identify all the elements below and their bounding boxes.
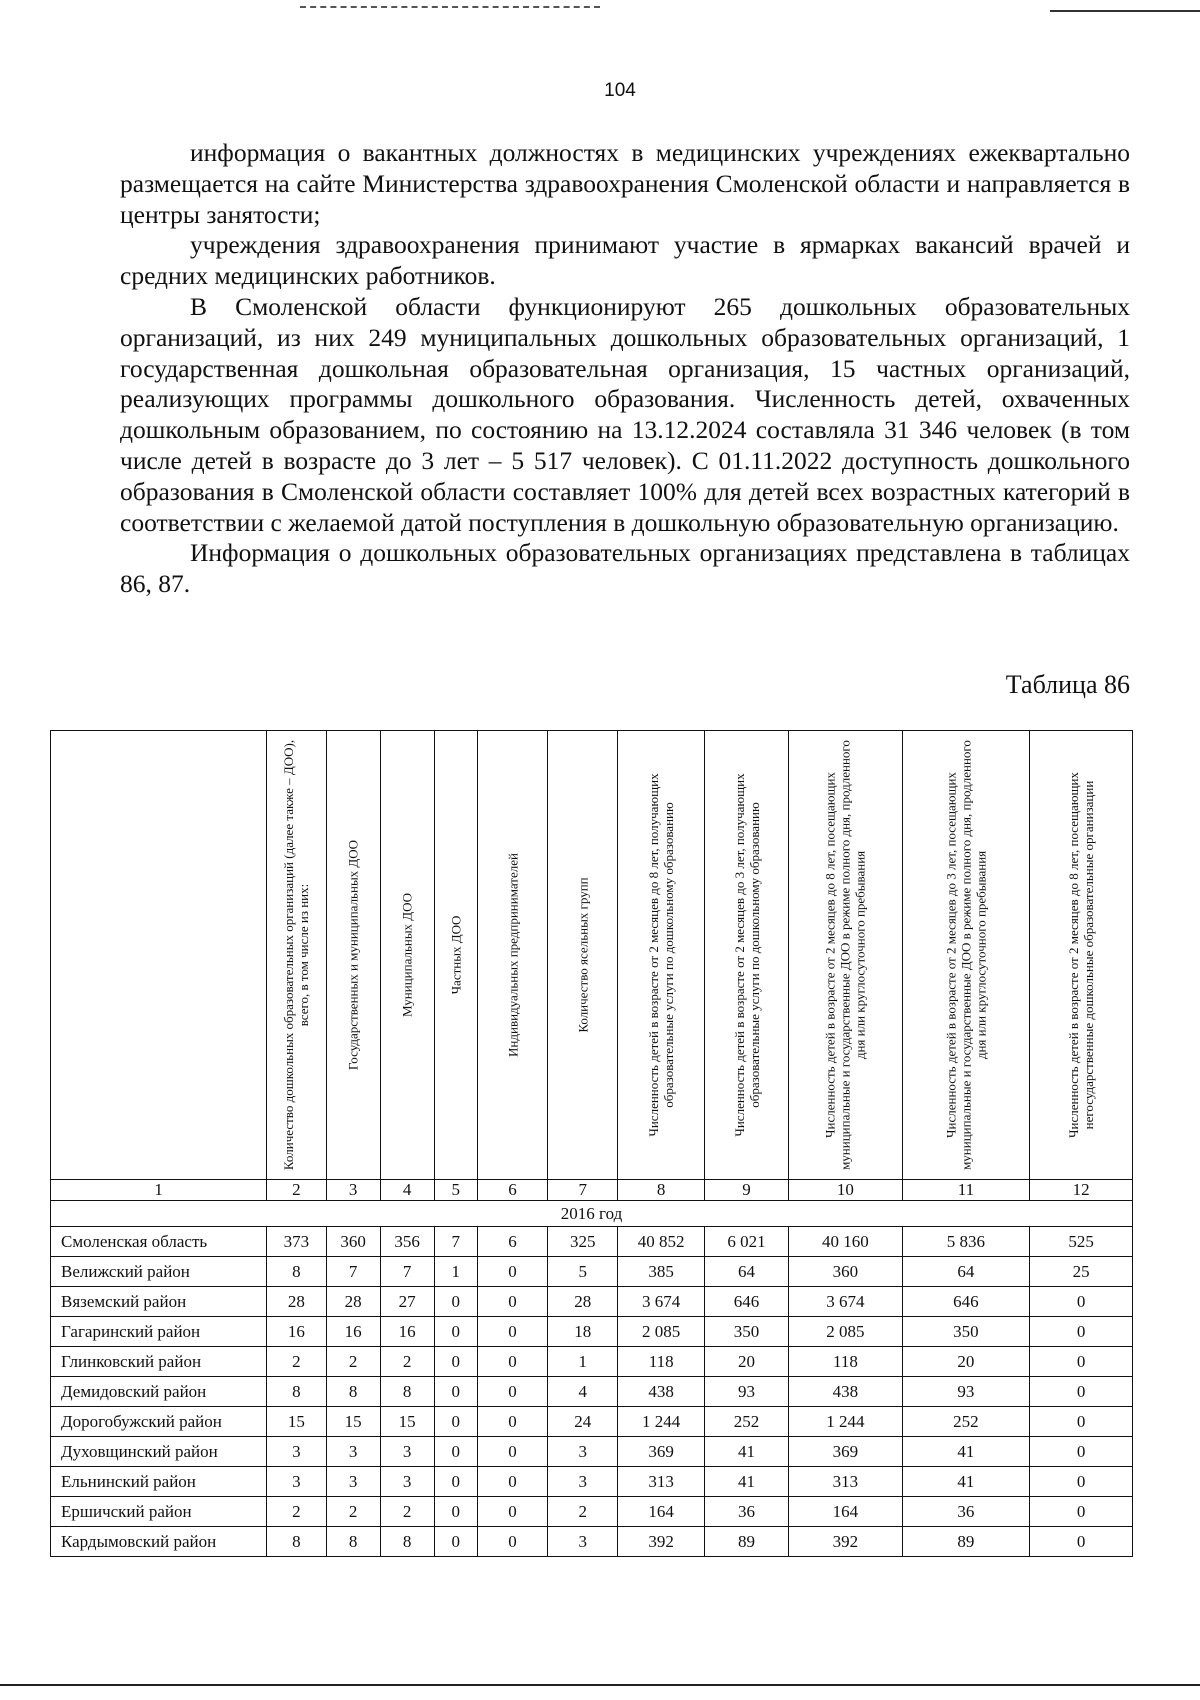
- table-cell: 4: [548, 1377, 618, 1407]
- table-caption: Таблица 86: [1005, 670, 1130, 699]
- body-text: [120, 138, 1130, 600]
- table-cell: 0: [434, 1287, 477, 1317]
- table-cell: 164: [789, 1497, 902, 1527]
- table-cell: 2: [380, 1497, 434, 1527]
- table-cell: 0: [477, 1347, 547, 1377]
- table-cell: 369: [789, 1437, 902, 1467]
- table-cell: 8: [267, 1377, 326, 1407]
- table-cell: 0: [1030, 1377, 1133, 1407]
- table-cell: 8: [326, 1377, 380, 1407]
- column-header-wrap: [327, 731, 380, 1179]
- table-cell: 2: [380, 1347, 434, 1377]
- table-cell: 438: [618, 1377, 704, 1407]
- region-name: Ельнинский район: [51, 1467, 267, 1497]
- table-cell: 40 160: [789, 1227, 902, 1257]
- table-cell: 0: [434, 1377, 477, 1407]
- column-number: 4: [380, 1180, 434, 1201]
- table-cell: 18: [548, 1317, 618, 1347]
- column-header-wrap: [478, 731, 547, 1179]
- page-number: 104: [604, 80, 636, 101]
- region-name: Ершичский район: [51, 1497, 267, 1527]
- column-header-label: Численность детей в возрасте от 2 месяцев до 8 лет, посещающих негосударственные дошкольные образовательные организации: [1066, 772, 1097, 1138]
- table-cell: 0: [434, 1347, 477, 1377]
- table-cell: 27: [380, 1287, 434, 1317]
- table-cell: 392: [789, 1527, 902, 1557]
- table-cell: 118: [789, 1347, 902, 1377]
- region-name: Вяземский район: [51, 1287, 267, 1317]
- table-cell: 3: [380, 1437, 434, 1467]
- column-header-wrap: [1030, 731, 1132, 1179]
- column-header: [267, 731, 326, 1180]
- table-cell: 2 085: [618, 1317, 704, 1347]
- table-cell: 252: [902, 1407, 1030, 1437]
- table-cell: 373: [267, 1227, 326, 1257]
- column-header-label: Государственных и муниципальных ДОО: [345, 839, 361, 1071]
- table-cell: 313: [618, 1467, 704, 1497]
- table-cell: 356: [380, 1227, 434, 1257]
- table-cell: 1 244: [789, 1407, 902, 1437]
- column-number: 7: [548, 1180, 618, 1201]
- table-cell: 313: [789, 1467, 902, 1497]
- table-cell: 93: [704, 1377, 788, 1407]
- column-header-wrap: [435, 731, 477, 1179]
- table-cell: 0: [1030, 1347, 1133, 1377]
- table-cell: 0: [434, 1407, 477, 1437]
- table-row: [51, 1347, 1133, 1377]
- table-cell: 525: [1030, 1227, 1133, 1257]
- table-row: [51, 1287, 1133, 1317]
- table-cell: 8: [267, 1257, 326, 1287]
- table-cell: 3: [548, 1437, 618, 1467]
- header-corner-cell: [51, 731, 267, 1180]
- table-row: [51, 1437, 1133, 1467]
- table-cell: 2: [267, 1497, 326, 1527]
- table-cell: 89: [704, 1527, 788, 1557]
- column-header-label: Частных ДОО: [448, 915, 464, 995]
- column-header: [380, 731, 434, 1180]
- table-cell: 350: [902, 1317, 1030, 1347]
- table-cell: 2: [267, 1347, 326, 1377]
- data-table: [50, 730, 1133, 1557]
- column-header: [434, 731, 477, 1180]
- region-name: Духовщинский район: [51, 1437, 267, 1467]
- table-cell: 0: [1030, 1497, 1133, 1527]
- table-cell: 325: [548, 1227, 618, 1257]
- column-header-wrap: [903, 731, 1030, 1179]
- table-cell: 3: [380, 1467, 434, 1497]
- table-cell: 41: [902, 1437, 1030, 1467]
- region-name: Гагаринский район: [51, 1317, 267, 1347]
- table-cell: 6: [477, 1227, 547, 1257]
- column-header: [326, 731, 380, 1180]
- table-cell: 360: [789, 1257, 902, 1287]
- table-cell: 24: [548, 1407, 618, 1437]
- table-cell: 3 674: [618, 1287, 704, 1317]
- column-header-wrap: [548, 731, 617, 1179]
- table-cell: 369: [618, 1437, 704, 1467]
- table-cell: 7: [380, 1257, 434, 1287]
- table-cell: 8: [380, 1377, 434, 1407]
- scan-top-mark: [300, 6, 600, 8]
- column-header: [548, 731, 618, 1180]
- table-cell: 646: [902, 1287, 1030, 1317]
- column-header-label: Муниципальных ДОО: [399, 893, 415, 1017]
- table-cell: 5: [548, 1257, 618, 1287]
- column-number: 12: [1030, 1180, 1133, 1201]
- table-cell: 0: [1030, 1527, 1133, 1557]
- table-row: [51, 1407, 1133, 1437]
- region-name: Велижский район: [51, 1257, 267, 1287]
- table-cell: 350: [704, 1317, 788, 1347]
- table-cell: 5 836: [902, 1227, 1030, 1257]
- table-cell: 3: [548, 1527, 618, 1557]
- column-number: 3: [326, 1180, 380, 1201]
- table-cell: 28: [326, 1287, 380, 1317]
- column-number: 11: [902, 1180, 1030, 1201]
- table-cell: 2: [326, 1497, 380, 1527]
- table-cell: 15: [267, 1407, 326, 1437]
- table-cell: 41: [704, 1437, 788, 1467]
- table-cell: 8: [326, 1527, 380, 1557]
- table-cell: 7: [434, 1227, 477, 1257]
- column-number-row: [51, 1180, 1133, 1201]
- column-header: [704, 731, 788, 1180]
- table-cell: 28: [548, 1287, 618, 1317]
- table-cell: 8: [380, 1527, 434, 1557]
- table-cell: 360: [326, 1227, 380, 1257]
- column-number: 10: [789, 1180, 902, 1201]
- table-cell: 3: [267, 1467, 326, 1497]
- table-cell: 0: [477, 1437, 547, 1467]
- table-cell: 6 021: [704, 1227, 788, 1257]
- column-header-label: Количество дошкольных образовательных организаций (далее также – ДОО), всего, в том числе из них:: [281, 739, 312, 1171]
- table-cell: 0: [477, 1497, 547, 1527]
- table-cell: 0: [477, 1407, 547, 1437]
- column-number: 8: [618, 1180, 704, 1201]
- column-number: 2: [267, 1180, 326, 1201]
- table-cell: 0: [477, 1257, 547, 1287]
- table-cell: 15: [380, 1407, 434, 1437]
- table-cell: 0: [477, 1287, 547, 1317]
- table-cell: 0: [477, 1377, 547, 1407]
- table-row: [51, 1227, 1133, 1257]
- paragraph: учреждения здравоохранения принимают участие в ярмарках вакансий врачей и средних медицинских работников.: [120, 230, 1130, 291]
- scan-top-right-mark: [1050, 10, 1200, 12]
- column-number: 6: [477, 1180, 547, 1201]
- table-cell: 164: [618, 1497, 704, 1527]
- table-cell: 16: [380, 1317, 434, 1347]
- column-header-wrap: [789, 731, 901, 1179]
- table-cell: 0: [434, 1317, 477, 1347]
- year-row: [51, 1201, 1133, 1227]
- table-cell: 0: [434, 1497, 477, 1527]
- table-cell: 25: [1030, 1257, 1133, 1287]
- column-header-label: Количество ясельных групп: [575, 877, 591, 1033]
- table-cell: 20: [704, 1347, 788, 1377]
- column-header-wrap: [705, 731, 788, 1179]
- column-number: 5: [434, 1180, 477, 1201]
- region-name: Дорогобужский район: [51, 1407, 267, 1437]
- table-cell: 64: [704, 1257, 788, 1287]
- column-header: [902, 731, 1030, 1180]
- table-cell: 118: [618, 1347, 704, 1377]
- column-header: [477, 731, 547, 1180]
- paragraph: В Смоленской области функционируют 265 дошкольных образовательных организаций, из них 249 муниципальных дошкольных образовательных организаций, 1 государственная дошкольная образовательная организация, 15 частных организаций, реализующих программы дошкольного образования. Численность детей, охваченных дошкольным образованием, по состоянию на 13.12.2024 составляла 31 346 человек (в том числе детей в возрасте до 3 лет – 5 517 человек). С 01.11.2022 доступность дошкольного образования в Смоленской области составляет 100% для детей всех возрастных категорий в соответствии с желаемой датой поступления в дошкольную образовательную организацию.: [120, 291, 1130, 537]
- table-cell: 385: [618, 1257, 704, 1287]
- table-cell: 2: [326, 1347, 380, 1377]
- table-row: [51, 1527, 1133, 1557]
- paragraph: информация о вакантных должностях в медицинских учреждениях ежеквартально размещается на сайте Министерства здравоохранения Смоленской области и направляется в центры занятости;: [120, 138, 1130, 229]
- column-header-label: Численность детей в возрасте от 2 месяцев до 3 лет, посещающих муниципальные и государственные ДОО в режиме полного дня, продленного дня или круглосуточного пребывания: [943, 740, 989, 1170]
- column-header-label: Численность детей в возрасте от 2 месяцев до 3 лет, получающих образовательные услуги по дошкольному образованию: [731, 773, 762, 1137]
- table-cell: 3 674: [789, 1287, 902, 1317]
- table-cell: 16: [326, 1317, 380, 1347]
- column-header-wrap: [381, 731, 434, 1179]
- table-cell: 36: [902, 1497, 1030, 1527]
- table-cell: 28: [267, 1287, 326, 1317]
- region-name: Кардымовский район: [51, 1527, 267, 1557]
- table-cell: 0: [477, 1317, 547, 1347]
- column-header: [789, 731, 902, 1180]
- table-cell: 252: [704, 1407, 788, 1437]
- table-cell: 1 244: [618, 1407, 704, 1437]
- table-cell: 0: [1030, 1467, 1133, 1497]
- region-name: Глинковский район: [51, 1347, 267, 1377]
- table-cell: 0: [1030, 1317, 1133, 1347]
- table-cell: 392: [618, 1527, 704, 1557]
- table-cell: 0: [1030, 1437, 1133, 1467]
- table-cell: 438: [789, 1377, 902, 1407]
- table-cell: 15: [326, 1407, 380, 1437]
- table-cell: 8: [267, 1527, 326, 1557]
- table-cell: 0: [1030, 1407, 1133, 1437]
- paragraph: Информация о дошкольных образовательных организациях представлена в таблицах 86, 87.: [120, 538, 1130, 599]
- table-cell: 7: [326, 1257, 380, 1287]
- table-cell: 40 852: [618, 1227, 704, 1257]
- table-cell: 0: [434, 1437, 477, 1467]
- table-cell: 36: [704, 1497, 788, 1527]
- year-label: 2016 год: [51, 1201, 1133, 1227]
- table-cell: 3: [326, 1437, 380, 1467]
- table-cell: 2 085: [789, 1317, 902, 1347]
- column-header-label: Численность детей в возрасте от 2 месяцев до 8 лет, посещающих муниципальные и государственные ДОО в режиме полного дня, продленного дня или круглосуточного пребывания: [822, 740, 868, 1170]
- column-number: 1: [51, 1180, 267, 1201]
- table-row: [51, 1467, 1133, 1497]
- table-cell: 64: [902, 1257, 1030, 1287]
- table-cell: 0: [477, 1467, 547, 1497]
- table-cell: 0: [1030, 1287, 1133, 1317]
- column-number: 9: [704, 1180, 788, 1201]
- table-cell: 0: [434, 1467, 477, 1497]
- table-cell: 0: [434, 1527, 477, 1557]
- column-header-label: Численность детей в возрасте от 2 месяцев до 8 лет, получающих образовательные услуги по дошкольному образованию: [646, 773, 677, 1137]
- table-row: [51, 1497, 1133, 1527]
- table-row: [51, 1257, 1133, 1287]
- column-header: [618, 731, 704, 1180]
- table-body: [51, 1227, 1133, 1557]
- region-name: Демидовский район: [51, 1377, 267, 1407]
- column-header-label: Индивидуальных предпринимателей: [505, 853, 521, 1057]
- table-cell: 89: [902, 1527, 1030, 1557]
- table-cell: 2: [548, 1497, 618, 1527]
- column-header-wrap: [618, 731, 703, 1179]
- table-cell: 41: [902, 1467, 1030, 1497]
- table-cell: 1: [434, 1257, 477, 1287]
- table-row: [51, 1377, 1133, 1407]
- table-cell: 1: [548, 1347, 618, 1377]
- region-name: Смоленская область: [51, 1227, 267, 1257]
- table-cell: 41: [704, 1467, 788, 1497]
- table-cell: 3: [326, 1467, 380, 1497]
- table-cell: 3: [267, 1437, 326, 1467]
- table-cell: 0: [477, 1527, 547, 1557]
- table-row: [51, 1317, 1133, 1347]
- table-cell: 646: [704, 1287, 788, 1317]
- table-cell: 16: [267, 1317, 326, 1347]
- column-header-wrap: [267, 731, 325, 1179]
- scan-bottom-mark: [0, 1684, 1200, 1686]
- table-cell: 3: [548, 1467, 618, 1497]
- table-cell: 20: [902, 1347, 1030, 1377]
- table-header-row: [51, 731, 1133, 1180]
- table-cell: 93: [902, 1377, 1030, 1407]
- column-header: [1030, 731, 1133, 1180]
